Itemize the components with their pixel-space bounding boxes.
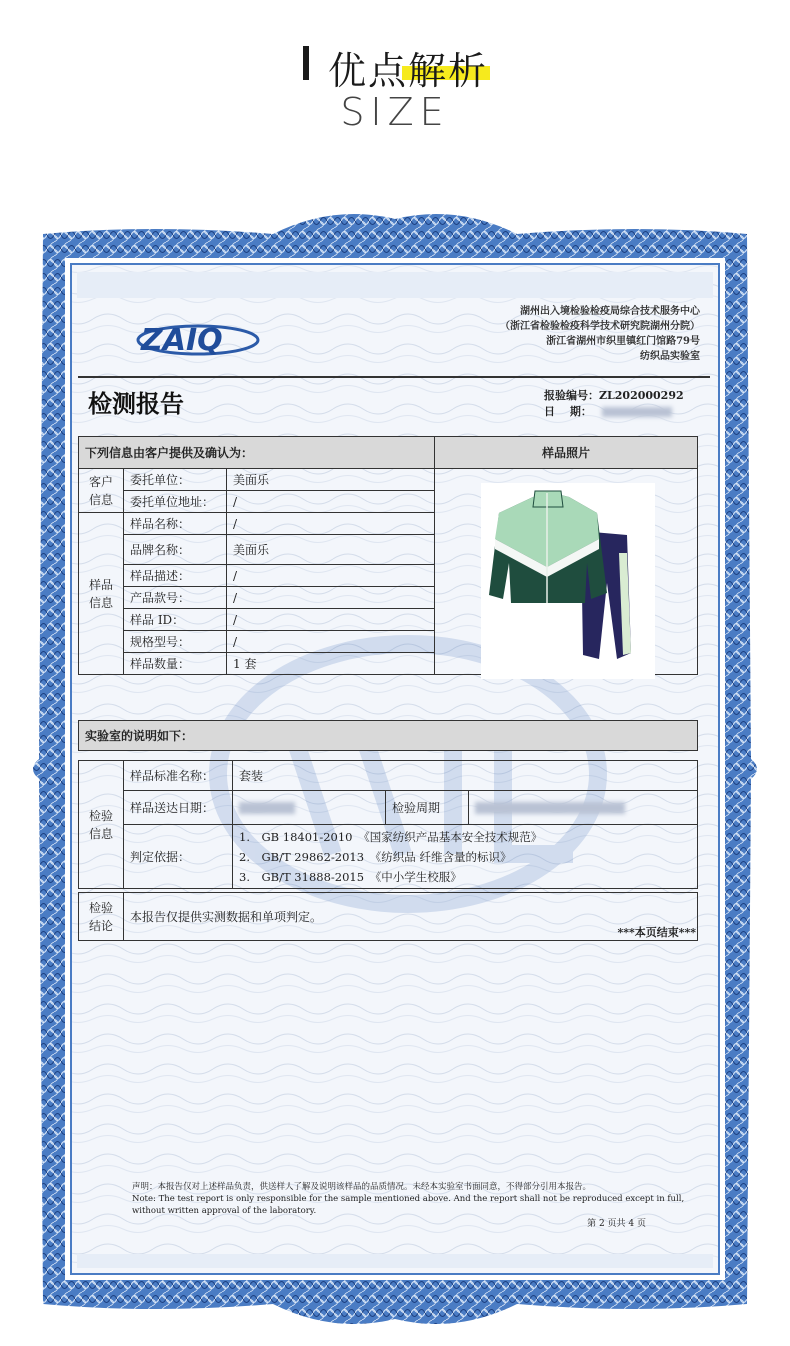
report-date-label: 日 期： [544, 405, 592, 418]
lab-header: 实验室的说明如下： [79, 721, 698, 751]
institution-line: 纺织品实验室 [640, 351, 700, 362]
title-accent-bar [303, 46, 309, 80]
field-label: 产品款号： [124, 587, 227, 609]
field-value: / [227, 631, 435, 653]
field-label: 委托单位地址： [124, 491, 227, 513]
institution-info [500, 304, 700, 364]
basis-item: 2. GB/T 29862-2013 《纺织品 纤维含量的标识》 [239, 849, 512, 864]
page-subtitle: SIZE [340, 90, 450, 134]
divider [78, 376, 710, 378]
field-value: / [227, 609, 435, 631]
certificate-body [78, 278, 710, 1280]
field-label: 规格型号： [124, 631, 227, 653]
institution-line: 浙江省湖州市织里镇红门馆路79号 [546, 336, 700, 347]
report-number: ZL202000292 [599, 389, 684, 402]
field-label: 委托单位： [124, 469, 227, 491]
standard-value: 套装 [233, 761, 698, 791]
standard-label: 样品标准名称： [124, 761, 233, 791]
field-label: 样品名称： [124, 513, 227, 535]
report-date-redacted [602, 407, 672, 417]
certificate-frame [33, 214, 757, 1324]
sample-photo [481, 483, 655, 679]
basis-item: 1. GB 18401-2010 《国家纺织产品基本安全技术规范》 [239, 829, 543, 844]
sent-date-label: 样品送达日期： [124, 791, 233, 825]
field-value: / [227, 587, 435, 609]
page-title: 优点解析 [328, 49, 489, 93]
period-redacted [475, 802, 625, 814]
field-label: 样品描述： [124, 565, 227, 587]
report-number-label: 报验编号： [544, 389, 599, 402]
spacer [79, 751, 698, 761]
photo-header: 样品照片 [435, 437, 698, 469]
sample-group-label: 样品 信息 [79, 513, 124, 675]
conclusion-group-label: 检验 结论 [79, 893, 124, 941]
client-header: 下列信息由客户提供及确认为： [79, 437, 435, 469]
field-value: / [227, 491, 435, 513]
field-label: 样品数量： [124, 653, 227, 675]
report-title: 检测报告 [88, 390, 184, 418]
field-value: / [227, 513, 435, 535]
conclusion-text: 本报告仅提供实测数据和单项判定。 [124, 893, 698, 941]
field-value: / [227, 565, 435, 587]
customer-group-label: 客户 信息 [79, 469, 124, 513]
basis-label: 判定依据： [124, 825, 233, 889]
period-value [469, 791, 698, 825]
basis-item: 3. GB/T 31888-2015 《中小学生校服》 [239, 869, 462, 884]
period-label: 检验周期 [386, 791, 469, 825]
basis-list [233, 825, 698, 889]
page-number: 第 2 页共 4 页 [587, 1219, 646, 1229]
field-label: 样品 ID： [124, 609, 227, 631]
disclaimer [132, 1181, 692, 1217]
lab-info-table [78, 720, 698, 941]
field-value: 1 套 [227, 653, 435, 675]
field-value: 美面乐 [227, 469, 435, 491]
report-meta [544, 388, 684, 420]
inspection-group-label: 检验 信息 [79, 761, 124, 889]
zaiq-logo [133, 318, 263, 362]
disclaimer-en: Note: The test report is only responsible for the sample mentioned above. And the report shall not be reproduced except in full, without written approval of the laboratory. [132, 1194, 685, 1216]
field-value: 美面乐 [227, 535, 435, 565]
institution-line: （浙江省检验检疫科学技术研究院湖州分院） [500, 321, 700, 332]
page-header [0, 0, 790, 200]
field-label: 品牌名称： [124, 535, 227, 565]
disclaimer-cn: 声明：本报告仅对上述样品负责，供送样人了解及说明该样品的品质情况。未经本实验室书面同意，不得部分引用本报告。 [132, 1182, 592, 1192]
logo-text: ZAIQ [141, 323, 223, 358]
sent-date-value [233, 791, 386, 825]
sent-date-redacted [239, 802, 295, 814]
institution-line: 湖州出入境检验检疫局综合技术服务中心 [520, 306, 700, 317]
page-end-marker: ***本页结束*** [617, 926, 696, 939]
